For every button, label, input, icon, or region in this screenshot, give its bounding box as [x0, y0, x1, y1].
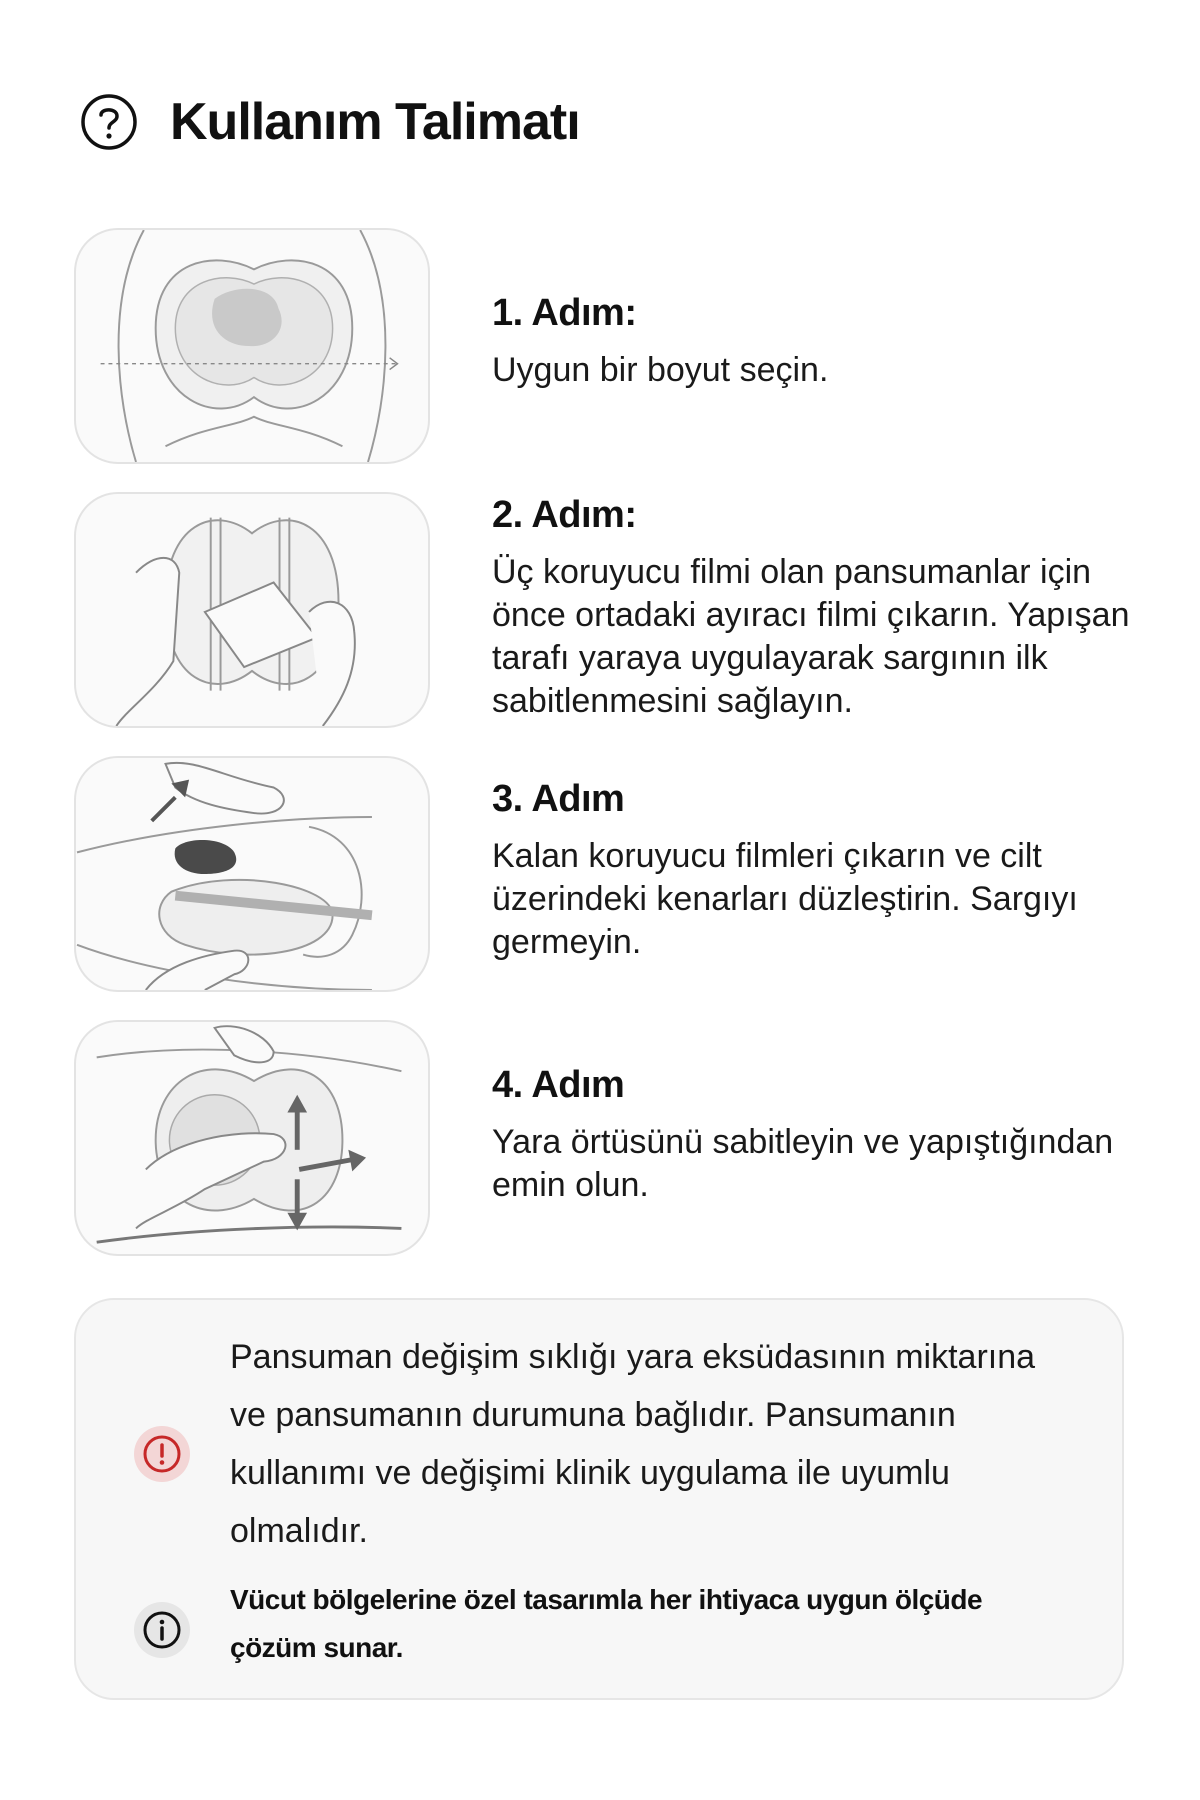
notes-box	[74, 1298, 1124, 1700]
step-3-description: Kalan koruyucu filmleri çıkarın ve cilt üzerindeki kenarları düzleştirin. Sargıyı germeyin.	[492, 837, 1078, 961]
smooth-edges-illustration	[76, 758, 428, 990]
step-1-description: Uygun bir boyut seçin.	[492, 351, 829, 389]
info-text: Vücut bölgelerine özel tasarımla her ihtiyaca uygun ölçüde çözüm sunar.	[230, 1584, 983, 1663]
step-3-illustration	[74, 756, 430, 992]
info-circle-icon	[132, 1600, 192, 1660]
step-2-description: Üç koruyucu filmi olan pansumanlar için önce ortadaki ayıracı filmi çıkarın. Yapışan tarafı yaraya uygulayarak sargının ilk sabitlenmesini sağlayın.	[492, 553, 1130, 720]
step-4	[492, 1064, 1152, 1207]
remove-film-illustration	[76, 494, 428, 726]
alert-circle-icon	[132, 1424, 192, 1484]
step-1	[492, 292, 1152, 392]
step-3-title: 3. Adım	[492, 778, 625, 820]
step-3	[492, 778, 1152, 964]
secure-dressing-illustration	[76, 1022, 428, 1254]
page-header	[80, 92, 580, 152]
step-4-illustration	[74, 1020, 430, 1256]
body-size-illustration	[76, 230, 428, 462]
warning-text: Pansuman değişim sıklığı yara eksüdasının miktarına ve pansumanın durumuna bağlıdır. Pansumanın kullanımı ve değişimi klinik uygulama ile uyumlu olmalıdır.	[230, 1338, 1036, 1550]
question-circle-icon	[80, 93, 138, 151]
step-2-illustration	[74, 492, 430, 728]
step-1-title: 1. Adım:	[492, 292, 637, 334]
step-1-illustration	[74, 228, 430, 464]
step-4-description: Yara örtüsünü sabitleyin ve yapıştığından emin olun.	[492, 1123, 1114, 1204]
step-2-title: 2. Adım:	[492, 494, 637, 536]
page-title: Kullanım Talimatı	[170, 93, 580, 151]
step-2	[492, 494, 1152, 723]
step-4-title: 4. Adım	[492, 1064, 625, 1106]
